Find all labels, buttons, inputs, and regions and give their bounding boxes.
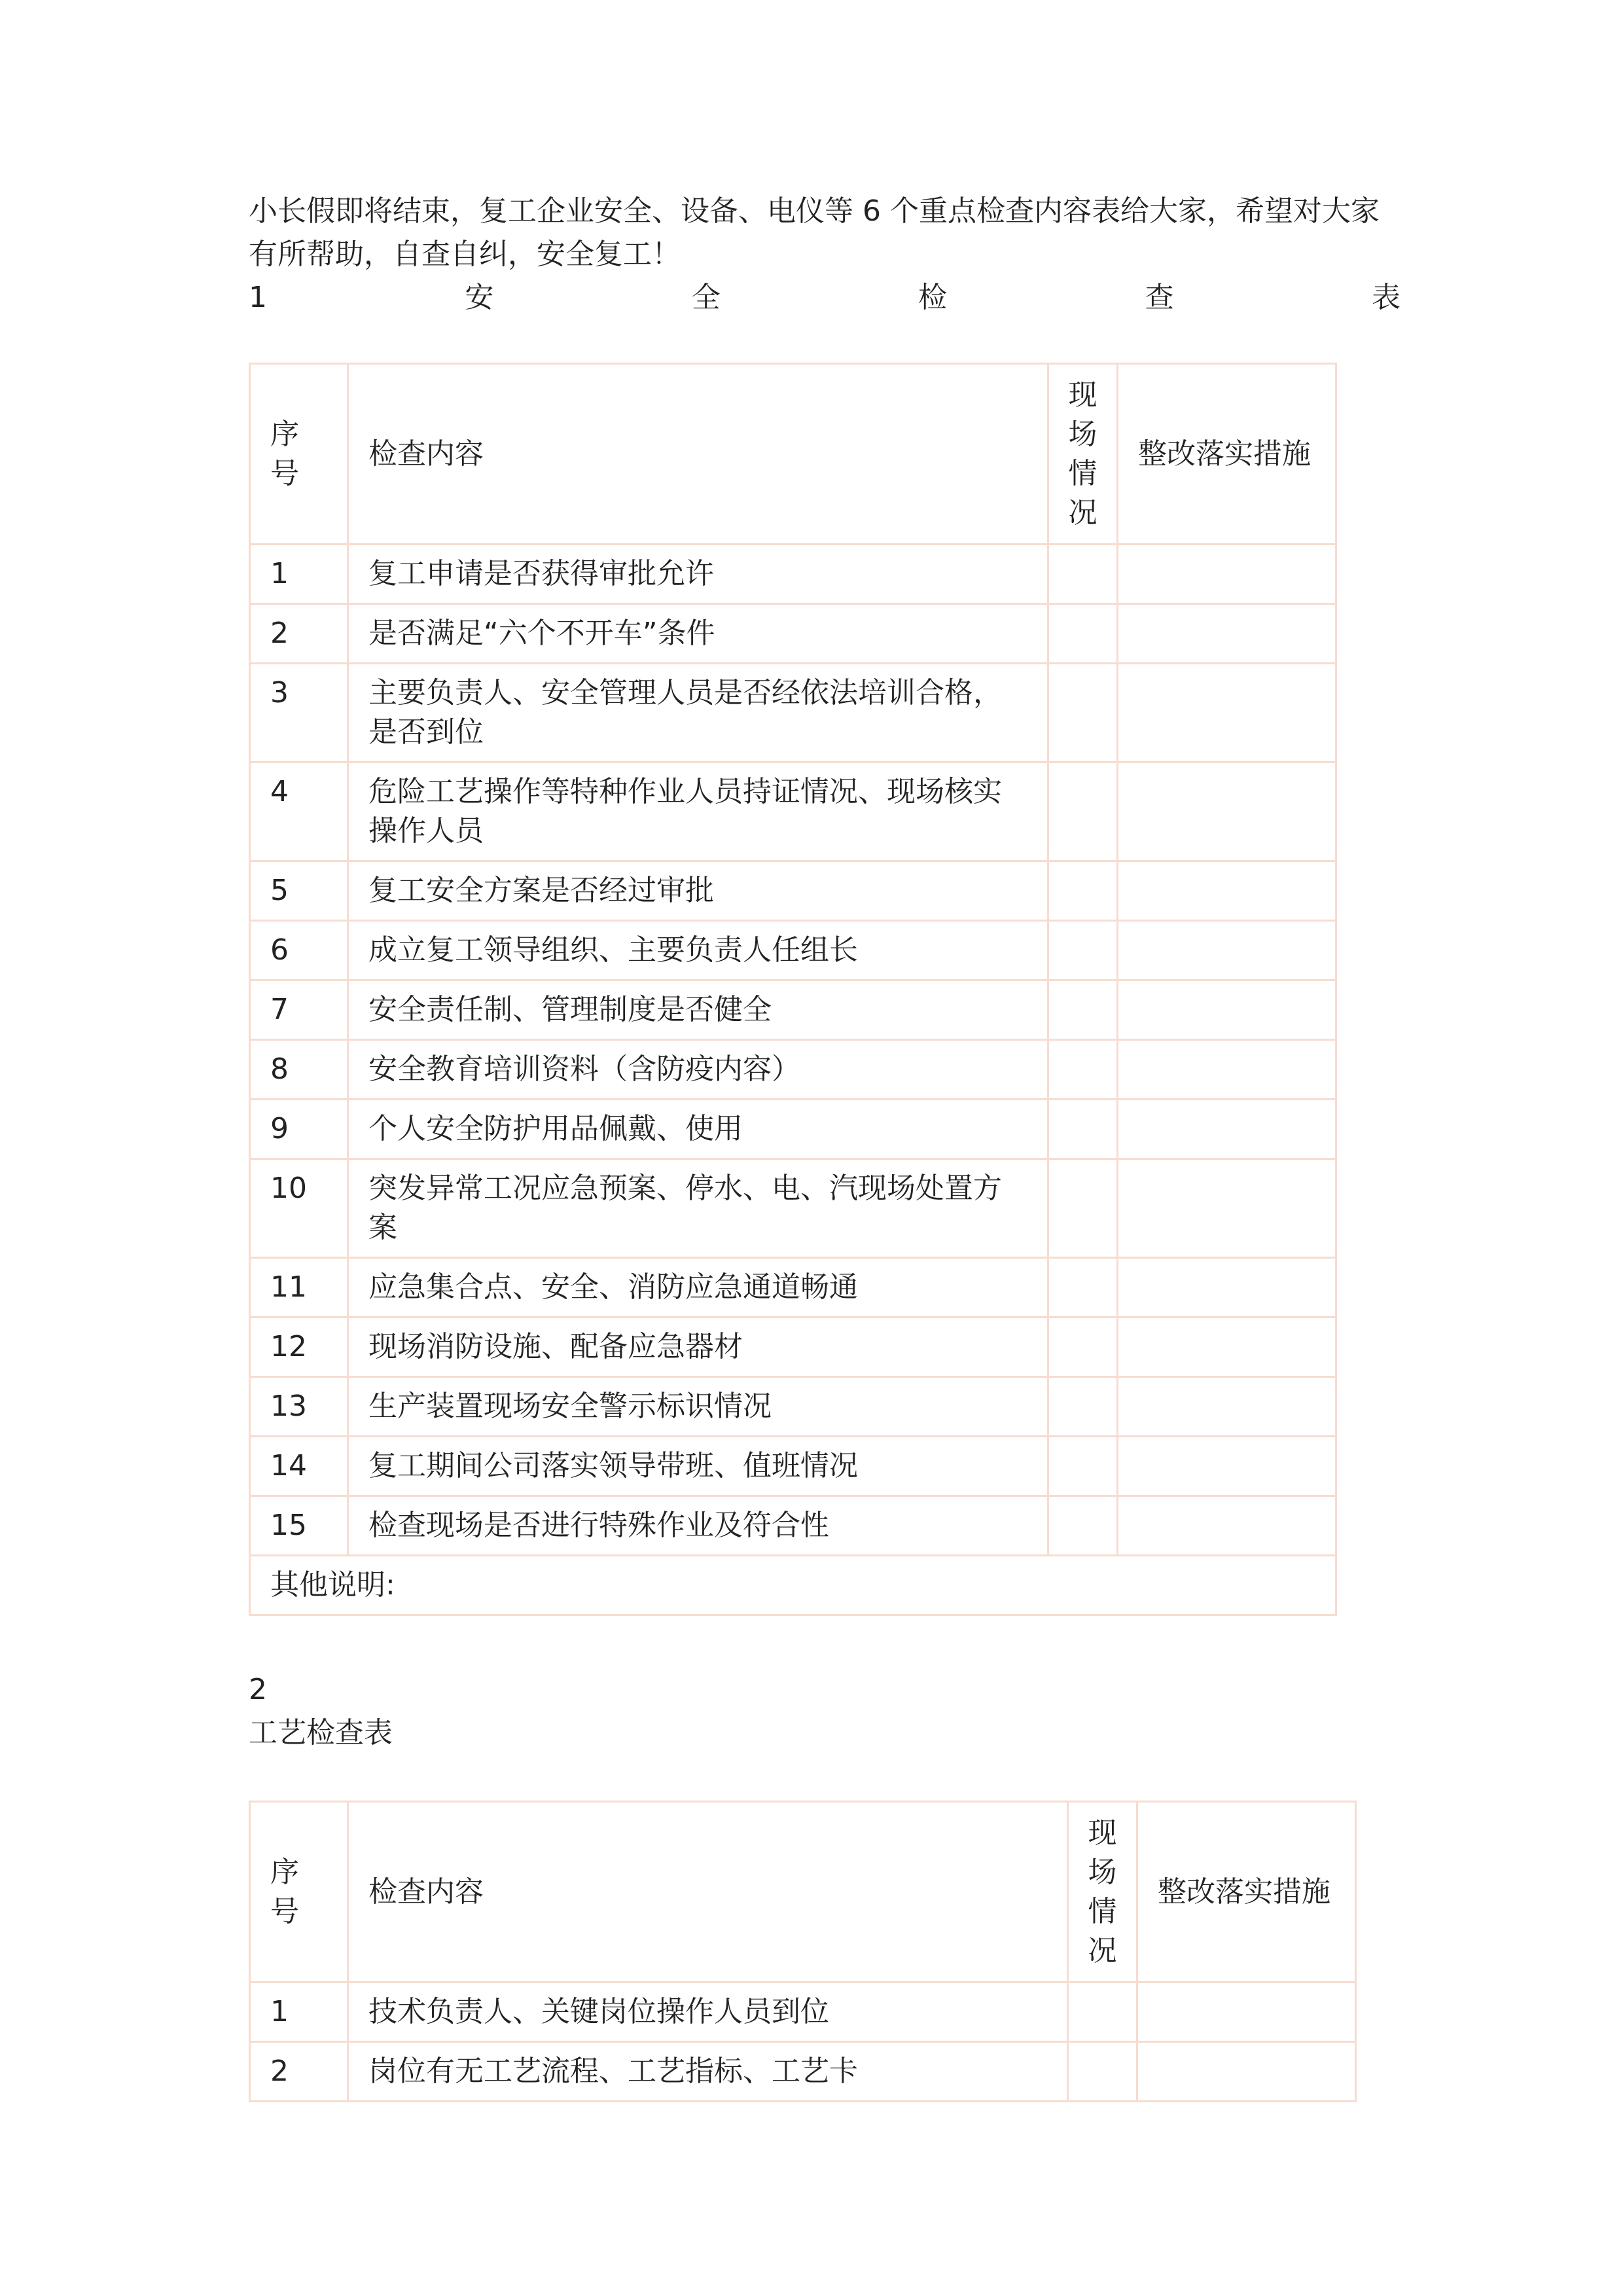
row-number: 13 (250, 1377, 348, 1437)
row-measures-cell (1118, 1040, 1336, 1100)
row-content: 现场消防设施、配备应急器材 (348, 1318, 1048, 1377)
row-number: 5 (250, 861, 348, 921)
row-content: 复工期间公司落实领导带班、值班情况 (348, 1437, 1048, 1496)
row-measures-cell (1118, 604, 1336, 664)
row-status-cell (1048, 1377, 1118, 1437)
table-row (250, 1377, 1336, 1437)
other-note-row (250, 1556, 1336, 1615)
row-measures-cell (1118, 1496, 1336, 1556)
row-measures-cell (1118, 921, 1336, 980)
table-row (250, 1318, 1336, 1377)
row-measures-cell (1118, 1318, 1336, 1377)
row-content: 生产装置现场安全警示标识情况 (348, 1377, 1048, 1437)
row-status-cell (1048, 1100, 1118, 1159)
header-measures: 整改落实措施 (1118, 364, 1336, 545)
section1-title-char: 检 (918, 281, 948, 314)
row-content: 安全教育培训资料（含防疫内容） (348, 1040, 1048, 1100)
row-status-cell (1048, 980, 1118, 1040)
row-measures-cell (1118, 664, 1336, 762)
row-measures-cell (1118, 1437, 1336, 1496)
section2-number: 2 (249, 1673, 267, 1706)
row-content: 危险工艺操作等特种作业人员持证情况、现场核实操作人员 (348, 762, 1048, 861)
process-check-table (249, 1801, 1357, 2102)
section1-title-char: 全 (691, 281, 721, 314)
table-header-row (250, 364, 1336, 545)
row-status-cell (1048, 1437, 1118, 1496)
row-status-cell (1048, 861, 1118, 921)
row-content: 应急集合点、安全、消防应急通道畅通 (348, 1258, 1048, 1318)
row-status-cell (1048, 1496, 1118, 1556)
row-number: 7 (250, 980, 348, 1040)
section1-title-char: 查 (1145, 281, 1174, 314)
row-measures-cell (1137, 1982, 1356, 2042)
table-row (250, 1437, 1336, 1496)
header-content: 检查内容 (348, 364, 1048, 545)
header-status-label: 现场情况 (1068, 378, 1097, 529)
intro-paragraph: 小长假即将结束，复工企业安全、设备、电仪等 6 个重点检查内容表给大家，希望对大家有所帮助，自查自纠，安全复工！ (249, 194, 1380, 271)
table-row (250, 1496, 1336, 1556)
row-measures-cell (1118, 861, 1336, 921)
header-status (1048, 364, 1118, 545)
row-measures-cell (1118, 1377, 1336, 1437)
section1-title (249, 276, 1400, 319)
row-number: 1 (250, 545, 348, 604)
row-number: 8 (250, 1040, 348, 1100)
row-number: 4 (250, 762, 348, 861)
row-number: 12 (250, 1318, 348, 1377)
row-content: 安全责任制、管理制度是否健全 (348, 980, 1048, 1040)
row-content: 复工安全方案是否经过审批 (348, 861, 1048, 921)
table-row (250, 1040, 1336, 1100)
row-number: 1 (250, 1982, 348, 2042)
row-content: 技术负责人、关键岗位操作人员到位 (348, 1982, 1068, 2042)
row-content: 是否满足“六个不开车”条件 (348, 604, 1048, 664)
table-row (250, 545, 1336, 604)
row-status-cell (1068, 1982, 1137, 2042)
row-status-cell (1068, 2042, 1137, 2102)
header-content: 检查内容 (348, 1802, 1068, 1982)
row-number: 14 (250, 1437, 348, 1496)
table-row (250, 664, 1336, 762)
header-measures: 整改落实措施 (1137, 1802, 1356, 1982)
section1-title-char: 1 (249, 281, 267, 314)
row-status-cell (1048, 664, 1118, 762)
header-no: 序号 (250, 364, 348, 545)
header-status-label: 现场情况 (1088, 1816, 1117, 1967)
row-measures-cell (1118, 1258, 1336, 1318)
row-status-cell (1048, 921, 1118, 980)
table-row (250, 1258, 1336, 1318)
table-row (250, 1100, 1336, 1159)
row-number: 9 (250, 1100, 348, 1159)
row-content: 岗位有无工艺流程、工艺指标、工艺卡 (348, 2042, 1068, 2102)
table-row (250, 861, 1336, 921)
table-row (250, 1982, 1356, 2042)
row-status-cell (1048, 604, 1118, 664)
row-number: 15 (250, 1496, 348, 1556)
row-measures-cell (1118, 980, 1336, 1040)
row-number: 6 (250, 921, 348, 980)
row-number: 11 (250, 1258, 348, 1318)
row-measures-cell (1137, 2042, 1356, 2102)
row-measures-cell (1118, 1159, 1336, 1258)
document (249, 190, 1400, 2102)
section1-title-char: 表 (1371, 281, 1400, 314)
header-status (1068, 1802, 1137, 1982)
table-row (250, 762, 1336, 861)
section1-title-char: 安 (465, 281, 494, 314)
table-row (250, 980, 1336, 1040)
row-number: 10 (250, 1159, 348, 1258)
row-measures-cell (1118, 545, 1336, 604)
row-content: 复工申请是否获得审批允许 (348, 545, 1048, 604)
row-measures-cell (1118, 762, 1336, 861)
row-content: 突发异常工况应急预案、停水、电、汽现场处置方案 (348, 1159, 1048, 1258)
safety-check-table (249, 363, 1337, 1616)
row-measures-cell (1118, 1100, 1336, 1159)
row-status-cell (1048, 1159, 1118, 1258)
table-row (250, 921, 1336, 980)
row-status-cell (1048, 762, 1118, 861)
row-status-cell (1048, 1258, 1118, 1318)
table-row (250, 2042, 1356, 2102)
other-note: 其他说明: (250, 1556, 1336, 1615)
row-content: 主要负责人、安全管理人员是否经依法培训合格，是否到位 (348, 664, 1048, 762)
row-content: 个人安全防护用品佩戴、使用 (348, 1100, 1048, 1159)
row-status-cell (1048, 1318, 1118, 1377)
section2-title: 工艺检查表 (249, 1716, 393, 1749)
header-no: 序号 (250, 1802, 348, 1982)
row-number: 2 (250, 604, 348, 664)
row-status-cell (1048, 1040, 1118, 1100)
row-number: 2 (250, 2042, 348, 2102)
table-row (250, 1159, 1336, 1258)
row-number: 3 (250, 664, 348, 762)
table-header-row (250, 1802, 1356, 1982)
row-status-cell (1048, 545, 1118, 604)
table-row (250, 604, 1336, 664)
row-content: 检查现场是否进行特殊作业及符合性 (348, 1496, 1048, 1556)
row-content: 成立复工领导组织、主要负责人任组长 (348, 921, 1048, 980)
